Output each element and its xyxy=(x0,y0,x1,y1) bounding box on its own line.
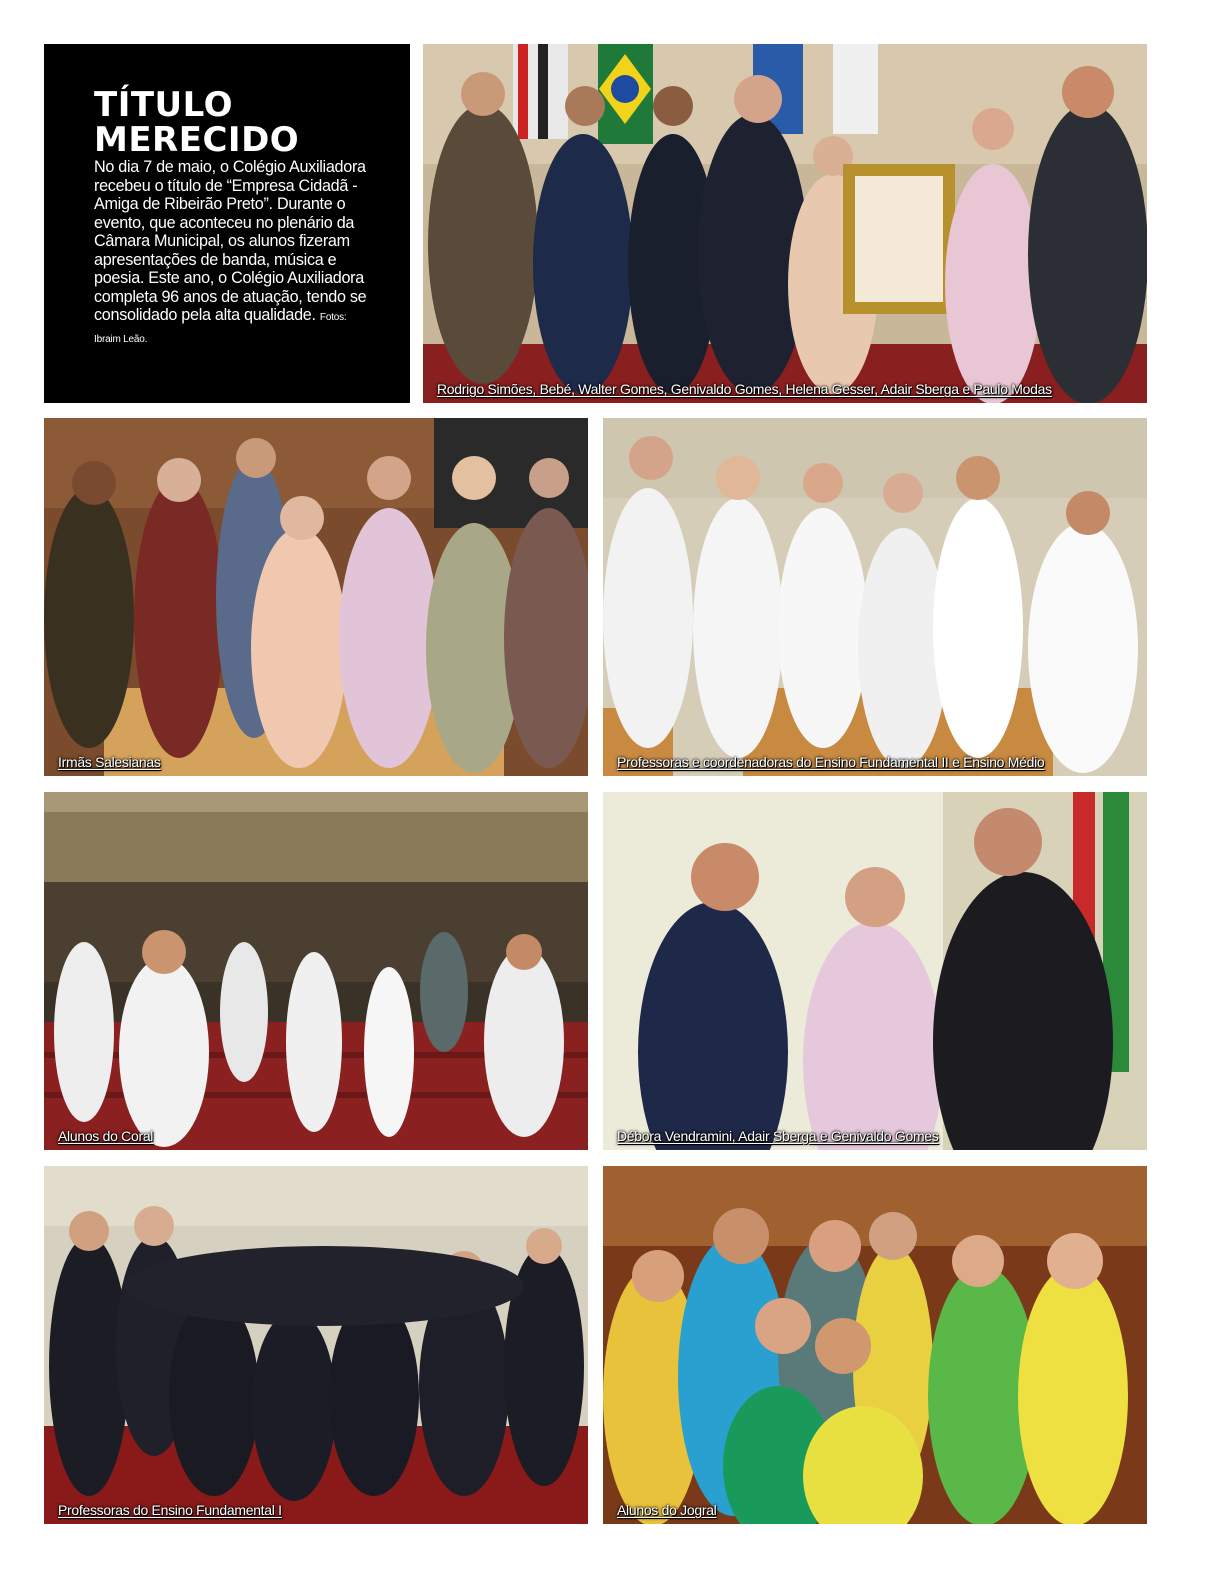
photo-award-ceremony xyxy=(423,44,1147,403)
choir-students-image xyxy=(44,792,588,1150)
elementary-teachers-image xyxy=(44,1166,588,1524)
recital-students-image xyxy=(603,1166,1147,1524)
caption-teachers-coordinators: Professoras e coordenadoras do Ensino Fundamental II e Ensino Médio xyxy=(617,754,1045,770)
award-ceremony-image xyxy=(423,44,1147,403)
photo-three-guests xyxy=(603,792,1147,1150)
caption-choir-students: Alunos do Coral xyxy=(58,1128,154,1144)
photo-salesian-sisters xyxy=(44,418,588,776)
photo-elementary-teachers xyxy=(44,1166,588,1524)
salesian-sisters-image xyxy=(44,418,588,776)
photo-teachers-coordinators xyxy=(603,418,1147,776)
photo-choir-students xyxy=(44,792,588,1150)
intro-body xyxy=(94,158,370,349)
photo-credit: Fotos: Ibraim Leão. xyxy=(94,312,347,345)
caption-recital-students: Alunos do Jogral xyxy=(617,1502,717,1518)
three-guests-image xyxy=(603,792,1147,1150)
article-title xyxy=(94,85,370,160)
intro-block xyxy=(44,44,410,403)
caption-award-ceremony: Rodrigo Simões, Bebé, Walter Gomes, Genivaldo Gomes, Helena Gesser, Adair Sberga e Paulo Modas xyxy=(437,381,1052,397)
caption-three-guests: Débora Vendramini, Adair Sberga e Genivaldo Gomes xyxy=(617,1128,939,1144)
title-line-1: TÍTULO xyxy=(94,85,233,125)
photo-recital-students xyxy=(603,1166,1147,1524)
caption-salesian-sisters: Irmãs Salesianas xyxy=(58,754,161,770)
intro-body-text: No dia 7 de maio, o Colégio Auxiliadora recebeu o título de “Empresa Cidadã - Amiga de Ribeirão Preto”. Durante o evento, que aconteceu no plenário da Câmara Municipal, os alunos fizeram apresentações de banda, música e poesia. Este ano, o Colégio Auxiliadora completa 96 anos de atuação, tendo se consolidado pela alta qualidade. xyxy=(94,158,367,324)
title-line-2: MERECIDO xyxy=(94,120,300,160)
teachers-coordinators-image xyxy=(603,418,1147,776)
caption-elementary-teachers: Professoras do Ensino Fundamental I xyxy=(58,1502,282,1518)
